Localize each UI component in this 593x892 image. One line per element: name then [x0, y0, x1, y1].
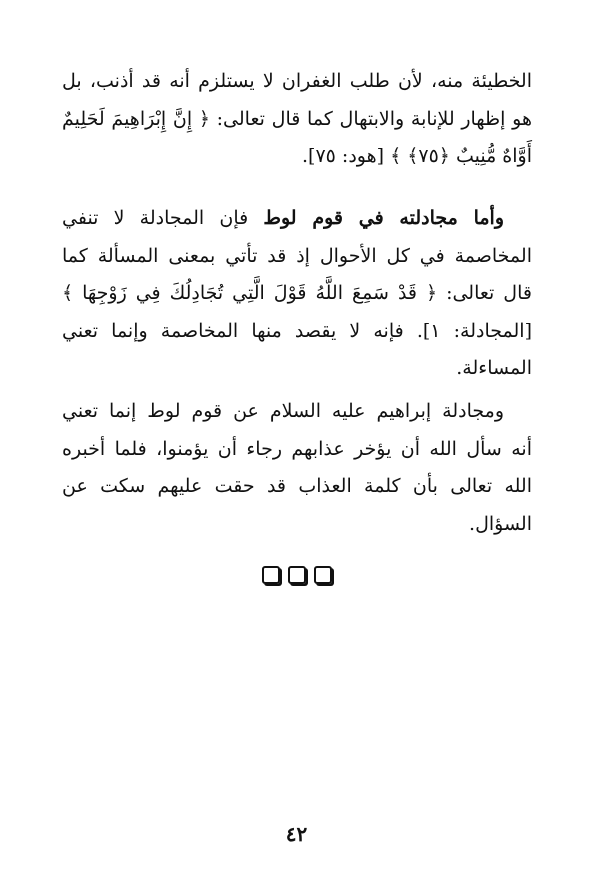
bold-lead-phrase: وأما مجادلته في قوم لوط — [263, 207, 504, 229]
paragraph-1 — [62, 63, 532, 176]
text-line: ومجادلة إبراهيم عليه السلام عن قوم لوط إنما تعني — [62, 400, 504, 422]
text-line: الخطيئة منه، لأن طلب الغفران لا يستلزم أنه قد أذنب، بل — [62, 70, 532, 92]
text-line: [المجادلة: ١]. فإنه لا يقصد منها المخاصمة وإنما تعني — [62, 319, 532, 342]
square-box-icon — [314, 566, 332, 584]
text-line: السؤال. — [469, 512, 532, 535]
text-line: أنه سأل الله أن يؤخر عذابهم رجاء أن يؤمنوا، فلما أخبره — [62, 437, 532, 460]
text-line — [62, 200, 532, 238]
text-line: قال تعالى: ﴿ قَدْ سَمِعَ اللَّهُ قَوْلَ الَّتِي تُجَادِلُكَ فِي زَوْجِهَا ﴾ — [62, 282, 532, 304]
square-box-icon — [288, 566, 306, 584]
section-divider-ornament — [0, 566, 593, 584]
text-line: الله تعالى بأن كلمة العذاب قد حقت عليهم سكت عن — [62, 475, 532, 497]
page-number: ٤٢ — [285, 822, 308, 846]
text-line: المساءلة. — [456, 357, 532, 379]
text-fragment: فإن المجادلة لا تنفي — [62, 207, 249, 229]
paragraph-2 — [62, 200, 532, 388]
text-line: هو إظهار للإنابة والابتهال كما قال تعالى: ﴿ إِنَّ إِبْرَاهِيمَ لَحَلِيمٌ — [62, 107, 532, 130]
text-line: أَوَّاهٌ مُّنِيبٌ ﴿٧٥﴾ ﴾ [هود: ٧٥]. — [302, 145, 532, 167]
text-line: المخاصمة في كل الأحوال إذ قد تأتي بمعنى المسألة كما — [62, 244, 532, 267]
paragraph-3 — [62, 393, 532, 543]
square-box-icon — [262, 566, 280, 584]
